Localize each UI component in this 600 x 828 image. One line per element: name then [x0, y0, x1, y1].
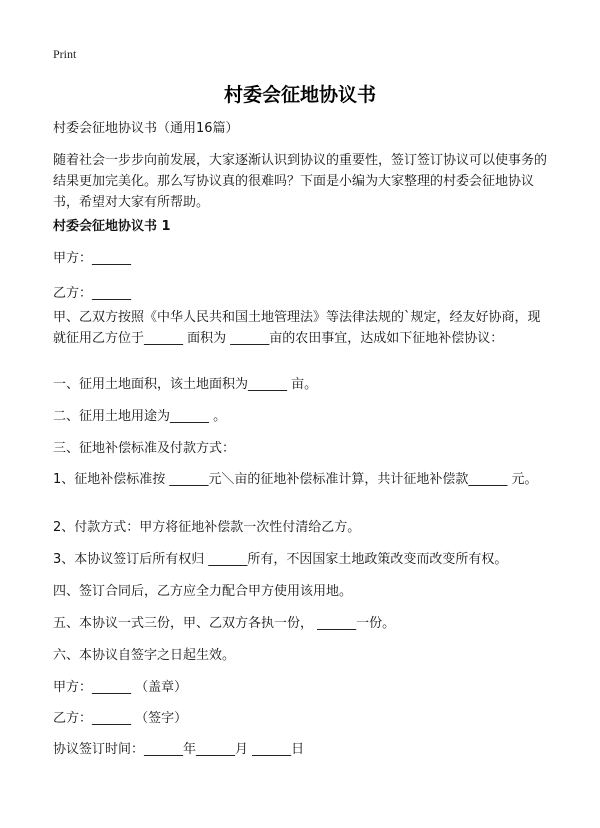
clause-3-item-1: 1、征地补偿标准按 ______元＼亩的征地补偿标准计算，共计征地补偿款______ 元。 [53, 472, 538, 487]
agreement-preamble: 甲、乙双方按照《中华人民共和国土地管理法》等法律法规的`规定，经友好协商，现就征用乙方位于______ 面积为 ______亩的农田事宜，达成如下征地补偿协议： [53, 310, 541, 346]
print-link[interactable]: Print [53, 47, 77, 61]
clause-2: 二、征用土地用途为______ 。 [53, 409, 227, 424]
clause-5: 五、本协议一式三份，甲、乙双方各执一份， ______一份。 [53, 616, 396, 631]
clause-3-item-3: 3、本协议签订后所有权归 ______所有，不因国家土地政策改变而改变所有权。 [53, 552, 508, 567]
intro-paragraph: 随着社会一步步向前发展，大家逐渐认识到协议的重要性，签订签订协议可以使事务的结果更加完美化。那么写协议真的很难吗？下面是小编为大家整理的村委会征地协议书，希望对大家有所帮助。 [53, 153, 548, 210]
party-b-sign-line: 乙方：______ （签字） [53, 711, 188, 726]
clause-3: 三、征地补偿标准及付款方式： [53, 441, 236, 456]
page-title: 村委会征地协议书 [223, 84, 376, 106]
party-a-seal-line: 甲方：______ （盖章） [53, 680, 188, 695]
party-b-line: 乙方：______ [53, 286, 132, 301]
party-a-line: 甲方：______ [53, 251, 132, 266]
clause-1: 一、征用土地面积，该土地面积为______ 亩。 [53, 377, 318, 392]
signing-date-line: 协议签订时间：______年______月 ______日 [53, 742, 305, 757]
document-subtitle: 村委会征地协议书（通用16篇） [53, 121, 239, 136]
section-title: 村委会征地协议书 1 [53, 219, 171, 234]
clause-3-item-2: 2、付款方式：甲方将征地补偿款一次性付清给乙方。 [53, 520, 361, 535]
clause-4: 四、签订合同后，乙方应全力配合甲方使用该用地。 [53, 584, 353, 599]
clause-6: 六、本协议自签字之日起生效。 [53, 648, 236, 663]
